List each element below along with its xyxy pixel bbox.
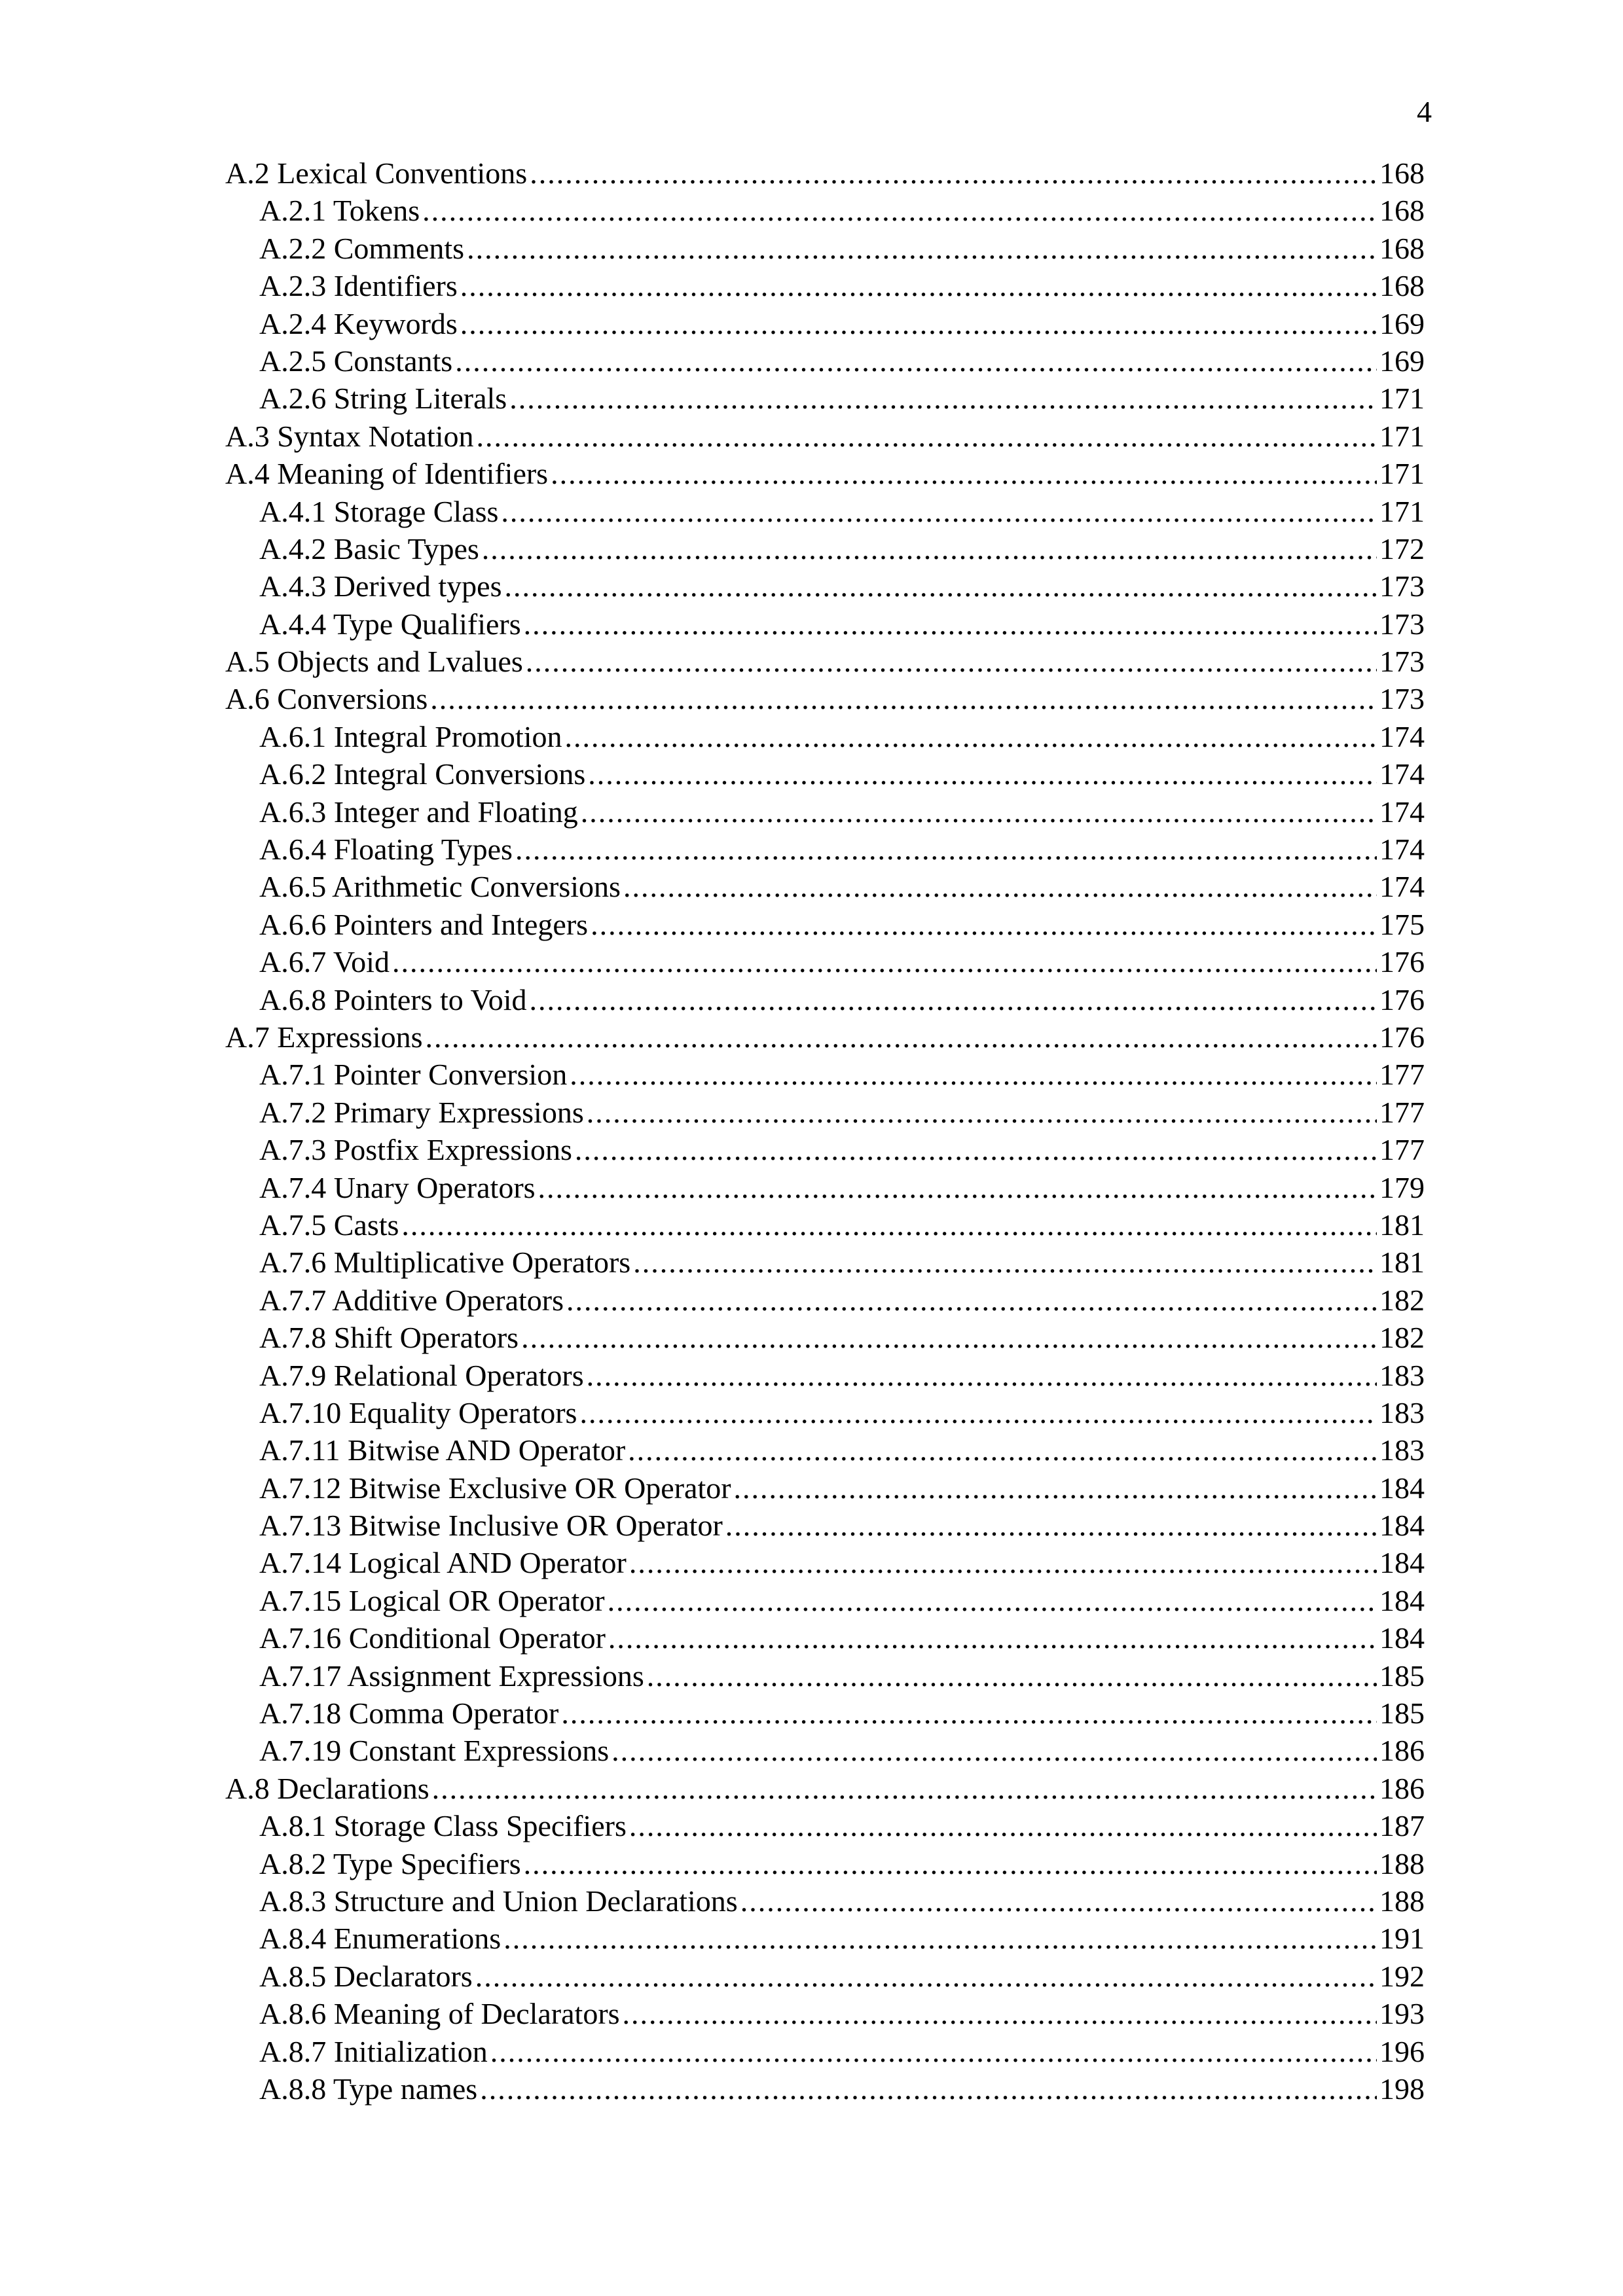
toc-entry-page: 171 [1379, 419, 1425, 453]
dot-leader [734, 1469, 1377, 1507]
toc-entry[interactable] [225, 567, 1425, 605]
toc-entry[interactable] [225, 981, 1425, 1018]
toc-entry[interactable] [225, 192, 1425, 229]
dot-leader [725, 1507, 1377, 1544]
toc-entry-page: 177 [1379, 1095, 1425, 1129]
toc-entry-page: 168 [1379, 231, 1425, 265]
toc-entry-title: A.2 Lexical Conventions [225, 156, 528, 190]
toc-entry-page: 173 [1379, 607, 1425, 641]
toc-entry-page: 183 [1379, 1395, 1425, 1429]
toc-entry-page: 185 [1379, 1696, 1425, 1731]
dot-leader [587, 1357, 1377, 1394]
toc-entry[interactable] [225, 1431, 1425, 1469]
toc-entry-title: A.6.5 Arithmetic Conversions [259, 870, 621, 904]
toc-entry-page: 171 [1379, 382, 1425, 416]
toc-entry-page: 183 [1379, 1433, 1425, 1467]
dot-leader [476, 418, 1377, 455]
toc-entry-title: A.5 Objects and Lvalues [225, 645, 523, 679]
toc-entry-page: 179 [1379, 1170, 1425, 1204]
dot-leader [591, 906, 1377, 943]
toc-entry-page: 186 [1379, 1734, 1425, 1768]
toc-entry-page: 186 [1379, 1771, 1425, 1805]
toc-entry-title: A.4.2 Basic Types [259, 531, 479, 565]
toc-entry-page: 176 [1379, 982, 1425, 1016]
dot-leader [530, 981, 1377, 1018]
toc-entry-title: A.8.1 Storage Class Specifiers [259, 1809, 627, 1843]
toc-entry-page: 182 [1379, 1283, 1425, 1317]
toc-entry-title: A.7.8 Shift Operators [259, 1321, 519, 1355]
toc-entry-page: 174 [1379, 795, 1425, 829]
toc-entry-title: A.7.14 Logical AND Operator [259, 1546, 627, 1580]
toc-entry-page: 174 [1379, 719, 1425, 753]
dot-leader [628, 1431, 1377, 1469]
toc-entry-title: A.2.5 Constants [259, 344, 453, 378]
dot-leader [460, 305, 1377, 342]
dot-leader [467, 230, 1377, 267]
toc-entry[interactable] [225, 1169, 1425, 1206]
dot-leader [608, 1582, 1377, 1619]
dot-leader [430, 680, 1377, 717]
toc-entry[interactable] [225, 1544, 1425, 1581]
toc-entry[interactable] [225, 1507, 1425, 1544]
toc-entry-page: 192 [1379, 1959, 1425, 1993]
dot-leader [581, 793, 1377, 831]
toc-entry-page: 183 [1379, 1358, 1425, 1392]
toc-entry-title: A.6.7 Void [259, 945, 390, 979]
toc-entry-page: 185 [1379, 1659, 1425, 1693]
dot-leader [561, 1695, 1377, 1732]
dot-leader [611, 1732, 1377, 1769]
toc-entry[interactable] [225, 305, 1425, 342]
toc-entry[interactable] [225, 455, 1425, 492]
dot-leader [647, 1657, 1377, 1695]
toc-entry-title: A.6.6 Pointers and Integers [259, 907, 589, 941]
toc-entry-title: A.7 Expressions [225, 1020, 423, 1054]
dot-leader [524, 1845, 1377, 1882]
toc-entry-title: A.7.4 Unary Operators [259, 1170, 536, 1204]
toc-entry[interactable] [225, 1882, 1425, 1920]
toc-entry[interactable] [225, 1357, 1425, 1394]
toc-entry-title: A.3 Syntax Notation [225, 419, 474, 453]
toc-entry[interactable] [225, 418, 1425, 455]
toc-entry-title: A.2.6 String Literals [259, 382, 507, 416]
toc-entry-page: 176 [1379, 1020, 1425, 1054]
dot-leader [521, 1319, 1377, 1356]
dot-leader [530, 154, 1377, 192]
dot-leader [455, 342, 1377, 380]
dot-leader [422, 192, 1377, 229]
toc-entry-title: A.2.4 Keywords [259, 306, 458, 340]
toc-entry-page: 184 [1379, 1546, 1425, 1580]
toc-entry-page: 181 [1379, 1246, 1425, 1280]
toc-entry-title: A.7.15 Logical OR Operator [259, 1583, 605, 1617]
toc-entry-page: 171 [1379, 457, 1425, 491]
toc-entry-title: A.8.7 Initialization [259, 2034, 488, 2068]
toc-entry[interactable] [225, 1018, 1425, 1056]
toc-entry-title: A.7.7 Additive Operators [259, 1283, 564, 1317]
toc-entry-page: 174 [1379, 833, 1425, 867]
toc-entry-page: 184 [1379, 1583, 1425, 1617]
toc-entry[interactable] [225, 1206, 1425, 1244]
table-of-contents [225, 154, 1425, 2108]
toc-entry[interactable] [225, 1845, 1425, 1882]
toc-entry[interactable] [225, 643, 1425, 680]
toc-entry[interactable] [225, 1619, 1425, 1657]
toc-entry[interactable] [225, 154, 1425, 192]
toc-entry-title: A.8.3 Structure and Union Declarations [259, 1884, 738, 1918]
toc-entry[interactable] [225, 380, 1425, 417]
dot-leader [515, 831, 1377, 868]
dot-leader [490, 2033, 1377, 2070]
toc-entry-page: 196 [1379, 2034, 1425, 2068]
toc-entry[interactable] [225, 1282, 1425, 1319]
toc-entry-title: A.4 Meaning of Identifiers [225, 457, 549, 491]
toc-entry[interactable] [225, 1995, 1425, 2032]
toc-entry[interactable] [225, 1920, 1425, 1957]
toc-entry-page: 188 [1379, 1884, 1425, 1918]
toc-entry-title: A.7.2 Primary Expressions [259, 1095, 584, 1129]
dot-leader [504, 567, 1377, 605]
toc-entry-title: A.7.3 Postfix Expressions [259, 1133, 572, 1167]
toc-entry-title: A.8.4 Enumerations [259, 1922, 501, 1956]
toc-entry-title: A.7.5 Casts [259, 1208, 399, 1242]
toc-entry-page: 172 [1379, 531, 1425, 565]
toc-entry[interactable] [225, 605, 1425, 643]
toc-entry[interactable] [225, 1695, 1425, 1732]
dot-leader [401, 1206, 1377, 1244]
dot-leader [524, 605, 1377, 643]
toc-entry-page: 171 [1379, 494, 1425, 528]
toc-entry[interactable] [225, 868, 1425, 905]
toc-entry[interactable] [225, 1394, 1425, 1431]
toc-entry[interactable] [225, 1582, 1425, 1619]
toc-entry-title: A.8.6 Meaning of Declarators [259, 1997, 620, 2031]
toc-entry-title: A.8.8 Type names [259, 2072, 478, 2106]
toc-entry[interactable] [225, 530, 1425, 567]
toc-entry-page: 184 [1379, 1509, 1425, 1543]
toc-entry-title: A.6.8 Pointers to Void [259, 982, 527, 1016]
toc-entry[interactable] [225, 1732, 1425, 1769]
dot-leader [526, 643, 1377, 680]
toc-entry-page: 193 [1379, 1997, 1425, 2031]
toc-entry-page: 177 [1379, 1133, 1425, 1167]
toc-entry-page: 169 [1379, 306, 1425, 340]
toc-entry-title: A.8 Declarations [225, 1771, 429, 1805]
toc-entry[interactable] [225, 1958, 1425, 1995]
toc-entry-page: 168 [1379, 269, 1425, 303]
toc-entry-title: A.2.3 Identifiers [259, 269, 458, 303]
dot-leader [740, 1882, 1377, 1920]
toc-entry-title: A.7.6 Multiplicative Operators [259, 1246, 631, 1280]
toc-entry-title: A.6.2 Integral Conversions [259, 757, 586, 791]
dot-leader [432, 1770, 1377, 1807]
toc-entry[interactable] [225, 493, 1425, 530]
toc-entry-title: A.4.1 Storage Class [259, 494, 499, 528]
dot-leader [565, 718, 1377, 755]
toc-entry-page: 191 [1379, 1922, 1425, 1956]
toc-entry-title: A.8.5 Declarators [259, 1959, 473, 1993]
toc-entry[interactable] [225, 680, 1425, 717]
toc-entry[interactable] [225, 906, 1425, 943]
toc-entry[interactable] [225, 1807, 1425, 1844]
toc-entry-page: 188 [1379, 1846, 1425, 1880]
toc-entry[interactable] [225, 2070, 1425, 2108]
dot-leader [509, 380, 1377, 417]
toc-entry-page: 184 [1379, 1471, 1425, 1505]
toc-entry-page: 198 [1379, 2072, 1425, 2106]
toc-entry[interactable] [225, 342, 1425, 380]
toc-entry[interactable] [225, 943, 1425, 980]
dot-leader [538, 1169, 1377, 1206]
dot-leader [587, 1094, 1377, 1131]
toc-entry-page: 173 [1379, 645, 1425, 679]
toc-entry[interactable] [225, 230, 1425, 267]
dot-leader [629, 1544, 1377, 1581]
toc-entry-page: 184 [1379, 1621, 1425, 1655]
toc-entry-title: A.7.1 Pointer Conversion [259, 1058, 568, 1092]
dot-leader [480, 2070, 1377, 2108]
toc-entry-page: 174 [1379, 870, 1425, 904]
toc-entry-page: 177 [1379, 1058, 1425, 1092]
toc-entry-title: A.6 Conversions [225, 682, 428, 716]
dot-leader [482, 530, 1377, 567]
dot-leader [588, 755, 1377, 793]
toc-entry-page: 181 [1379, 1208, 1425, 1242]
toc-entry-title: A.6.4 Floating Types [259, 833, 513, 867]
dot-leader [503, 1920, 1377, 1957]
toc-entry-page: 173 [1379, 682, 1425, 716]
toc-entry[interactable] [225, 1770, 1425, 1807]
dot-leader [608, 1619, 1377, 1657]
dot-leader [575, 1131, 1377, 1168]
toc-entry-title: A.6.3 Integer and Floating [259, 795, 578, 829]
dot-leader [460, 267, 1377, 304]
toc-entry-page: 173 [1379, 569, 1425, 603]
toc-entry[interactable] [225, 1094, 1425, 1131]
dot-leader [426, 1018, 1377, 1056]
toc-entry-title: A.7.16 Conditional Operator [259, 1621, 606, 1655]
toc-entry-title: A.7.18 Comma Operator [259, 1696, 559, 1731]
toc-entry[interactable] [225, 755, 1425, 793]
dot-leader [623, 868, 1377, 905]
toc-entry-title: A.7.12 Bitwise Exclusive OR Operator [259, 1471, 731, 1505]
toc-entry-title: A.7.10 Equality Operators [259, 1395, 577, 1429]
toc-entry-title: A.6.1 Integral Promotion [259, 719, 562, 753]
toc-entry-title: A.7.13 Bitwise Inclusive OR Operator [259, 1509, 723, 1543]
toc-entry[interactable] [225, 1056, 1425, 1093]
toc-entry[interactable] [225, 267, 1425, 304]
dot-leader [629, 1807, 1377, 1844]
toc-entry-page: 175 [1379, 907, 1425, 941]
dot-leader [623, 1995, 1377, 2032]
toc-entry-page: 168 [1379, 156, 1425, 190]
toc-entry-page: 168 [1379, 194, 1425, 228]
toc-entry[interactable] [225, 2033, 1425, 2070]
toc-entry-title: A.7.9 Relational Operators [259, 1358, 584, 1392]
toc-entry[interactable] [225, 1469, 1425, 1507]
toc-entry-title: A.2.1 Tokens [259, 194, 420, 228]
toc-entry-title: A.7.11 Bitwise AND Operator [259, 1433, 626, 1467]
toc-entry[interactable] [225, 1657, 1425, 1695]
toc-entry-title: A.4.4 Type Qualifiers [259, 607, 521, 641]
toc-entry-page: 169 [1379, 344, 1425, 378]
toc-entry[interactable] [225, 793, 1425, 831]
toc-entry[interactable] [225, 1131, 1425, 1168]
toc-entry-title: A.7.19 Constant Expressions [259, 1734, 610, 1768]
toc-entry[interactable] [225, 1244, 1425, 1281]
page-number: 4 [1417, 95, 1432, 128]
toc-entry-page: 182 [1379, 1321, 1425, 1355]
dot-leader [475, 1958, 1377, 1995]
toc-entry-title: A.2.2 Comments [259, 231, 465, 265]
dot-leader [551, 455, 1377, 492]
toc-entry-title: A.7.17 Assignment Expressions [259, 1659, 644, 1693]
dot-leader [570, 1056, 1377, 1093]
toc-entry-page: 176 [1379, 945, 1425, 979]
toc-entry-page: 174 [1379, 757, 1425, 791]
dot-leader [579, 1394, 1377, 1431]
toc-entry-page: 187 [1379, 1809, 1425, 1843]
dot-leader [633, 1244, 1377, 1281]
toc-entry[interactable] [225, 831, 1425, 868]
toc-entry-title: A.4.3 Derived types [259, 569, 502, 603]
toc-entry-title: A.8.2 Type Specifiers [259, 1846, 521, 1880]
dot-leader [501, 493, 1377, 530]
dot-leader [566, 1282, 1377, 1319]
dot-leader [392, 943, 1377, 980]
toc-entry[interactable] [225, 718, 1425, 755]
toc-entry[interactable] [225, 1319, 1425, 1356]
